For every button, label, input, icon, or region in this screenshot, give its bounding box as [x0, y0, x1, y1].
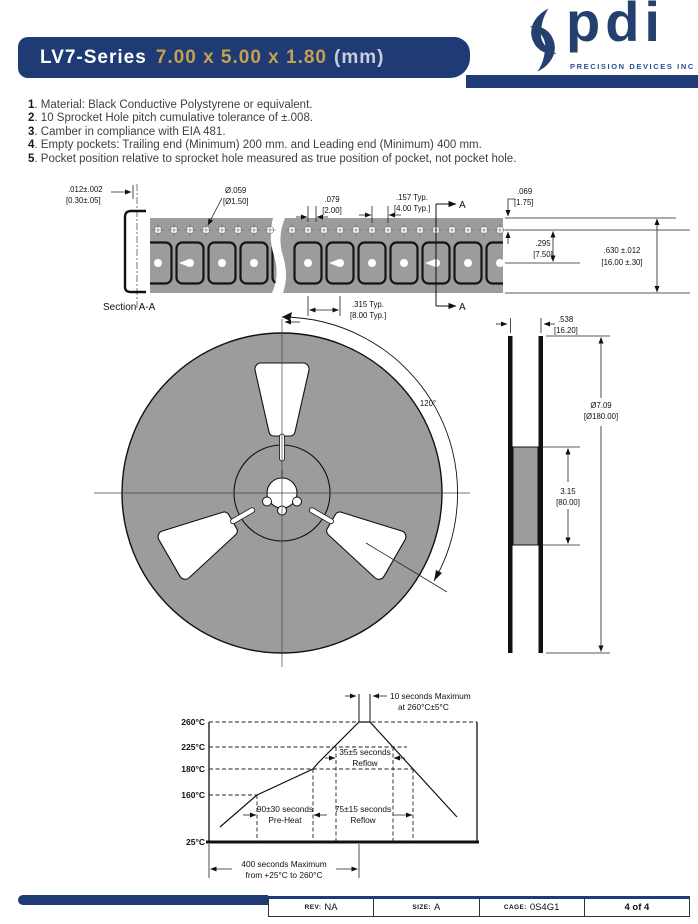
tape-pockets-right: [295, 243, 514, 284]
dim-hole-pitch-mm: [4.00 Typ.]: [394, 204, 431, 213]
footer-title-block: [268, 896, 690, 917]
footer-page-cell: [584, 899, 689, 916]
dim-tape-width-in: .630 ±.012: [603, 246, 641, 255]
size-value: A: [434, 902, 441, 913]
preheat-line2: Pre-Heat: [268, 815, 302, 825]
dim-hole-to-pocket-mm: [2.00]: [322, 206, 342, 215]
section-aa-view: [66, 184, 156, 313]
reflow180-line2: Reflow: [350, 815, 376, 825]
section-marker-top: A: [459, 200, 466, 211]
dim-tape-thickness-mm: [0.30±.05]: [66, 196, 101, 205]
tape-pocket: [359, 243, 386, 284]
temp-label-160: 160°C: [181, 790, 205, 800]
section-marker-bottom: A: [459, 302, 466, 313]
dim-hole-to-pocket-in: .079: [324, 195, 340, 204]
dim-flange-gap-in: .538: [558, 315, 574, 324]
tape-pocket: [209, 243, 236, 284]
dim-edge-to-hole-in: .069: [517, 187, 533, 196]
note-line: 1. Material: Black Conductive Polystyrene or equivalent.: [28, 99, 313, 111]
peak-note-line1: 10 seconds Maximum: [390, 691, 471, 701]
reflow225-line2: Reflow: [352, 758, 378, 768]
carrier-tape-view: [145, 218, 514, 293]
cage-label: CAGE:: [503, 904, 527, 911]
dim-tape-width-mm: [16.00 ±.30]: [601, 258, 643, 267]
size-label: SIZE:: [412, 904, 432, 911]
rev-label: REV:: [304, 904, 322, 911]
note-line: 2. 10 Sprocket Hole pitch cumulative tolerance of ±.008.: [28, 112, 314, 125]
dim-hole-to-center-in: .295: [535, 239, 551, 248]
logo-wordmark: pdi: [566, 0, 665, 53]
tape-pocket: [241, 243, 268, 284]
dim-hole-to-center-mm: [7.50]: [533, 250, 553, 259]
note-line: 4. Empty pockets: Trailing end (Minimum) 200 mm. and Leading end (Minimum) 400 mm.: [28, 139, 482, 152]
note-line: 5. Pocket position relative to sprocket hole measured as true position of pocket, not pocket hole.: [28, 152, 517, 165]
reel-cutout-angle: 120°: [419, 399, 437, 408]
dim-pocket-pitch-in: .315 Typ.: [352, 300, 384, 309]
dim-hole-dia-in: Ø.059: [225, 186, 247, 195]
temp-label-225: 225°C: [181, 742, 205, 752]
dim-hub-mm: [80.00]: [556, 498, 580, 507]
logo-tagline: PRECISION DEVICES INC: [570, 62, 695, 71]
page-title-series: LV7-Series: [40, 46, 147, 68]
footer-cage-cell: [479, 899, 584, 916]
peak-note-line2: at 260°C±5°C: [398, 702, 449, 712]
temp-label-260: 260°C: [181, 717, 205, 727]
preheat-line1: 90±30 seconds: [256, 804, 314, 814]
footer-rev-cell: [269, 899, 373, 916]
cage-value: 0S4G1: [529, 902, 560, 913]
tape-pocket: [391, 243, 418, 284]
dim-pocket-pitch-mm: [8.00 Typ.]: [350, 311, 387, 320]
dim-edge-to-hole-mm: [1.75]: [514, 198, 534, 207]
dim-reel-diameter-in: Ø7.09: [590, 401, 612, 410]
temp-label-180: 180°C: [181, 764, 205, 774]
dim-hole-pitch-in: .157 Typ.: [396, 193, 428, 202]
tape-pocket: [295, 243, 322, 284]
total-time-line2: from +25°C to 260°C: [245, 870, 323, 880]
tape-pockets-left: [145, 243, 300, 284]
footer-rule-bar: [18, 895, 268, 905]
reflow-profile-chart: [181, 691, 479, 880]
reel-side-view: [496, 315, 618, 653]
temp-label-25: 25°C: [186, 837, 205, 847]
section-aa-label: Section A-A: [103, 302, 156, 313]
reel-front-view: [94, 312, 470, 667]
dim-tape-thickness-in: .012±.002: [68, 185, 103, 194]
dim-hole-dia-mm: [Ø1.50]: [223, 197, 249, 206]
dim-flange-gap-mm: [16.20]: [554, 326, 578, 335]
tape-pocket: [455, 243, 482, 284]
reflow180-line1: 75±15 seconds: [334, 804, 392, 814]
tape-pocket: [145, 243, 172, 284]
footer-size-cell: [373, 899, 478, 916]
page-number: 4 of 4: [624, 902, 650, 913]
reflow225-line1: 35±5 seconds: [339, 747, 391, 757]
note-line: 3. Camber in compliance with EIA 481.: [28, 125, 226, 138]
dim-reel-diameter-mm: [Ø180.00]: [583, 412, 619, 421]
page-title-unit: (mm): [334, 46, 385, 68]
rev-value: NA: [324, 902, 338, 913]
dim-hub-in: 3.15: [560, 487, 576, 496]
total-time-line1: 400 seconds Maximum: [241, 859, 327, 869]
page-title-size: 7.00 x 5.00 x 1.80: [155, 46, 327, 68]
